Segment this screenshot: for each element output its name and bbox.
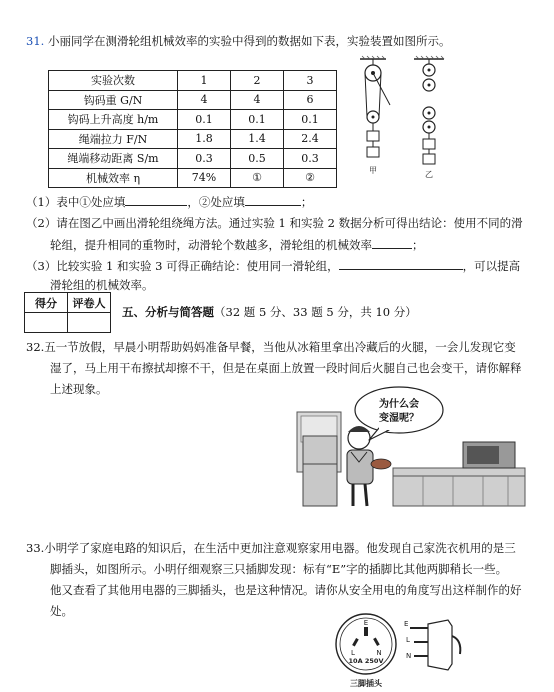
plug-rating: 10A 250V [348, 657, 384, 665]
table-row [49, 129, 337, 149]
plug-l-label: L [351, 649, 355, 657]
q31-sub3-line1 [26, 257, 520, 274]
table-cell: 4 [178, 90, 231, 110]
q31-sub2-line2 [50, 236, 424, 253]
side-l-label: L [406, 636, 410, 644]
q31-number: 31. [26, 34, 45, 48]
q31-sub1 [26, 193, 312, 210]
q32-number: 32. [26, 340, 45, 354]
score-label: 得分 [25, 293, 68, 313]
q31-stem [26, 33, 450, 49]
q31-sub2-line1: （2）请在图乙中画出滑轮组绕绳方法。通过实验 1 和实验 2 数据分析可得出结论：使用不同的滑 [26, 216, 523, 230]
section5-note: （32 题 5 分、33 题 5 分，共 10 分） [214, 305, 417, 319]
q33-text-1: 小明学了家庭电路的知识后，在生活中更加注意观察家用电器。他发现自己家洗衣机用的是三 [44, 541, 516, 555]
score-box [24, 292, 111, 333]
pulley-figure [352, 55, 462, 180]
table-cell: 0.1 [284, 110, 337, 130]
table-cell: 1.4 [231, 129, 284, 149]
bubble-line-2: 变湿呢？ [379, 413, 419, 424]
sub3-text-a: （3）比较实验 1 和实验 3 可得正确结论：使用同一滑轮组， [26, 259, 339, 273]
fig-label-jia: 甲 [369, 166, 377, 175]
side-n-label: N [406, 652, 412, 660]
table-cell: 4 [231, 90, 284, 110]
q32-line3: 上述现象。 [50, 382, 108, 396]
q33-number: 33. [26, 541, 45, 555]
fig-label-yi: 乙 [425, 170, 433, 179]
q32-line1 [26, 339, 516, 355]
q31-stem-text: 小丽同学在测滑轮组机械效率的实验中得到的数据如下表，实验装置如图所示。 [47, 34, 451, 48]
table-header-cell: 实验次数 [49, 71, 178, 91]
table-cell: 0.1 [178, 110, 231, 130]
kitchen-illustration [293, 386, 529, 508]
sub2-text-a: 轮组，提升相同的重物时，动滑轮个数越多，滑轮组的机械效率 [50, 238, 372, 252]
answer-blank-2[interactable] [245, 193, 301, 206]
table-cell: 0.1 [231, 110, 284, 130]
table-cell: 6 [284, 90, 337, 110]
score-field[interactable] [25, 313, 68, 333]
table-header-row [49, 71, 337, 91]
q33-line2: 脚插头，如图所示。小明仔细观察三只插脚发现：标有“E”字的插脚比其他两脚稍长一些。 [50, 562, 508, 576]
table-row [49, 168, 337, 188]
table-cell: ① [231, 168, 284, 188]
section5-heading [122, 304, 417, 320]
three-pin-plug-figure [330, 606, 470, 692]
table-row [49, 110, 337, 130]
table-header-cell: 2 [231, 71, 284, 91]
table-cell: 2.4 [284, 129, 337, 149]
bubble-line-1: 为什么会 [379, 399, 419, 410]
answer-blank-3[interactable] [372, 236, 412, 249]
q31-data-table [48, 70, 337, 188]
score-box-fields [25, 313, 111, 333]
reviewer-label: 评卷人 [68, 293, 111, 313]
table-cell: 绳端拉力 F/N [49, 129, 178, 149]
q33-line3: 他又查看了其他用电器的三脚插头，也是这种情况。请你从安全用电的角度写出这样制作的好 [50, 583, 522, 597]
plug-caption: 三脚插头 [350, 679, 382, 688]
answer-blank-4[interactable] [339, 257, 463, 270]
sub1-text-b: ，②处应填 [187, 195, 245, 209]
plug-e-label: E [363, 619, 369, 627]
sub3-text-b: ，可以提高 [462, 259, 521, 273]
sub1-text-a: （1）表中①处应填 [26, 195, 126, 209]
sub2-text-b: ； [412, 238, 424, 252]
table-cell: 1.8 [178, 129, 231, 149]
side-e-label: E [404, 620, 409, 628]
table-cell: 0.3 [284, 149, 337, 169]
q33-line4: 处。 [50, 604, 73, 618]
reviewer-field[interactable] [68, 313, 111, 333]
table-header-cell: 3 [284, 71, 337, 91]
table-cell: 74% [178, 168, 231, 188]
q33-line1 [26, 540, 516, 556]
table-cell: 钩码上升高度 h/m [49, 110, 178, 130]
table-cell: ② [284, 168, 337, 188]
table-header-cell: 1 [178, 71, 231, 91]
table-cell: 0.3 [178, 149, 231, 169]
section5-title: 五、分析与简答题 [122, 305, 214, 319]
plug-n-label: N [376, 649, 382, 657]
table-row [49, 90, 337, 110]
sub1-text-c: ； [300, 195, 313, 209]
table-cell: 机械效率 η [49, 168, 178, 188]
score-box-header [25, 293, 111, 313]
q32-line2: 湿了，马上用干布擦拭却擦不干，但是在桌面上放置一段时间后火腿自己也会变干，请你解释 [50, 361, 522, 375]
q32-text-1: 五一节放假，早晨小明帮助妈妈准备早餐，当他从冰箱里拿出冷藏后的火腿，一会儿发现它变 [44, 340, 516, 354]
table-cell: 钩码重 G/N [49, 90, 178, 110]
table-cell: 0.5 [231, 149, 284, 169]
table-cell: 绳端移动距离 S/m [49, 149, 178, 169]
table-row [49, 149, 337, 169]
q31-sub3-line2: 滑轮组的机械效率。 [50, 278, 154, 292]
answer-blank-1[interactable] [125, 193, 187, 206]
